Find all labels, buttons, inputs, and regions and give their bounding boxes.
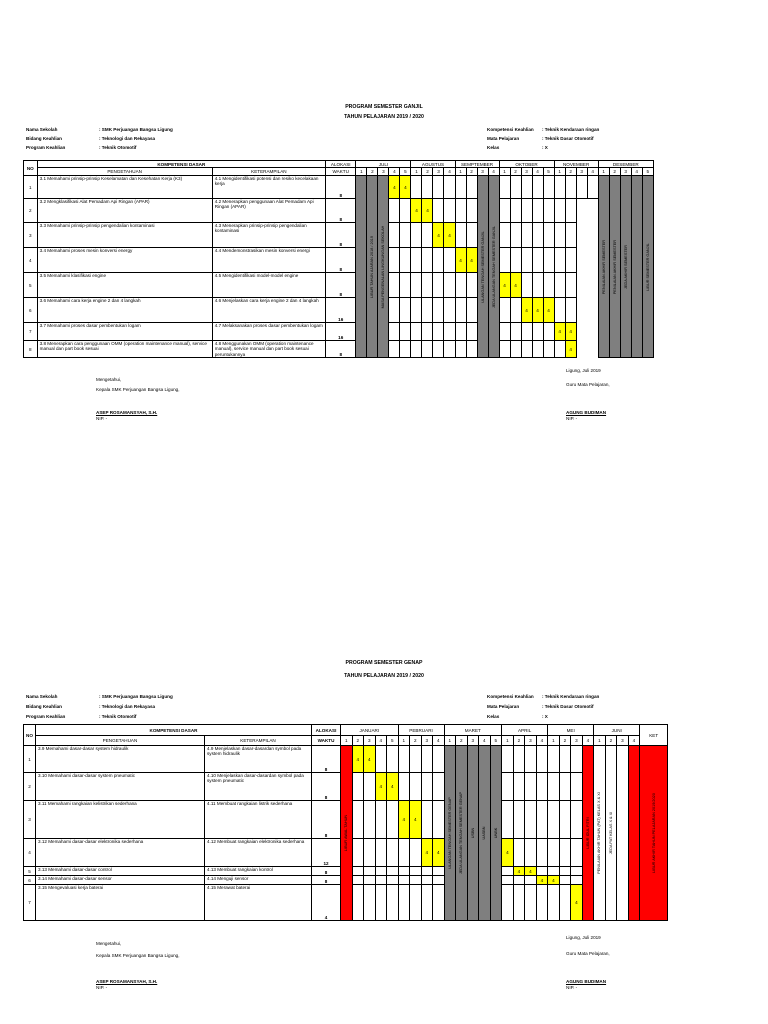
info-value: : Teknologi dan Rekayasa — [99, 136, 156, 141]
month-maret: MARET — [444, 725, 502, 736]
table-row — [24, 199, 654, 223]
info-label: Bidang Keahlian — [26, 136, 62, 141]
week-mark: 4 — [389, 176, 400, 199]
col-waktu: WAKTU — [312, 736, 341, 746]
ganjil-year: TAHUN PELAJARAN 2019 / 2020 — [344, 114, 424, 120]
kd-pengetahuan: 3.14 Memahami dasar-dasar sensor — [36, 876, 205, 885]
info-value: : SMK Perjuangan Bangsa Ligung — [99, 694, 173, 699]
row-no: 2 — [24, 199, 38, 223]
month-november: NOVEMBER — [554, 161, 598, 168]
table-row — [24, 323, 654, 341]
col-pengetahuan: PENGETAHUAN — [36, 736, 205, 746]
col-no: NO — [24, 161, 38, 176]
col-waktu: WAKTU — [326, 168, 356, 176]
alokasi-waktu: 8 — [312, 876, 341, 885]
kd-pengetahuan: 3.11 Memahami rangkaian kelistrikan sederhana — [36, 801, 205, 839]
mengetahui-label: Mengetahui, — [96, 377, 122, 382]
genap-signer-left — [96, 977, 157, 993]
table-row — [24, 746, 668, 773]
week-cell-vertical — [617, 746, 629, 921]
table-row — [24, 341, 654, 358]
week-mark: 4 — [364, 746, 376, 773]
alokasi-waktu: 8 — [312, 773, 341, 801]
signer-nip: NIP. - — [96, 985, 108, 990]
kd-keterampilan: 4.13 Membuat rangkaian kontrol — [205, 867, 312, 876]
week-cell-vertical: JEDA ULANGAN TENGAH SEMESTER GANJIL — [488, 176, 499, 358]
info-value: : X — [542, 145, 548, 150]
month-agustus: AGUSTUS — [411, 161, 455, 168]
row-no: 7 — [24, 323, 38, 341]
row-no: 7 — [24, 885, 36, 921]
info-value: : Teknik Otomotif — [99, 714, 137, 719]
kd-keterampilan: 4.9 Menjelaskan dasar-dasardan symbol pada system hidraulik — [205, 746, 312, 773]
week-mark: 4 — [521, 298, 532, 323]
kd-pengetahuan: 3.6 Memahami cara kerja engine 2 dan 4 langkah — [37, 298, 212, 323]
kd-pengetahuan: 3.12 Memahami dasar-dasar elektronika sederhana — [36, 839, 205, 867]
week-mark: 4 — [466, 248, 477, 273]
alokasi-waktu: 8 — [326, 248, 356, 273]
mengetahui-label: Mengetahui, — [96, 941, 122, 946]
kd-keterampilan: 4.2 Menerapkan penggunaan Alat Pemadam Api Ringan (APAR) — [212, 199, 325, 223]
week-mark: 4 — [571, 885, 583, 921]
month-mei: MEI — [548, 725, 594, 736]
alokasi-waktu: 16 — [326, 298, 356, 323]
alokasi-waktu: 12 — [312, 839, 341, 867]
week-mark: 4 — [499, 273, 510, 298]
row-no: 6 — [24, 298, 38, 323]
month-desember: DESEMBER — [598, 161, 653, 168]
info-value: : Teknik Kendaraan ringan — [542, 127, 600, 132]
kd-keterampilan: 4.7 Melaksanakan proses dasar pembentukan logam — [212, 323, 325, 341]
week-mark: 4 — [410, 801, 422, 839]
signer-name: AGUNG BUDIMAN — [566, 410, 607, 415]
week-cell-vertical: JEDA AKHIR SEMESTER — [620, 176, 631, 358]
info-label: Mata Pelajaran — [487, 136, 520, 141]
info-label: Kelas — [487, 145, 500, 150]
week-mark: 4 — [422, 199, 433, 223]
col-alokasi: ALOKASI — [326, 161, 356, 168]
ganjil-sign-left — [96, 375, 180, 395]
genap-guru-label: Guru Mata Pelajaran, — [566, 951, 610, 956]
info-label: Kelas — [487, 714, 500, 719]
week-cell-vertical: MASA PENGENALAN LINGKUNGAN SEKOLAH — [378, 176, 389, 358]
kd-pengetahuan: 3.15 Mengevaluasi kerja baterai — [36, 885, 205, 921]
col-no: NO — [24, 725, 36, 746]
col-keterampilan: KETERAMPILAN — [205, 736, 312, 746]
week-cell-vertical: USBN — [467, 746, 479, 921]
info-label: Program Keahlian — [26, 145, 66, 150]
table-row — [24, 273, 654, 298]
week-mark: 4 — [444, 223, 455, 248]
week-mark: 4 — [525, 867, 537, 876]
alokasi-waktu: 8 — [312, 867, 341, 876]
week-mark: 4 — [398, 801, 410, 839]
month-juni: JUNI — [594, 725, 640, 736]
row-no: 3 — [24, 223, 38, 248]
kd-pengetahuan: 3.8 Menerapkan cara penggunaan OMM (operation maintenance manual), service manual dan part book sesuai — [37, 341, 212, 358]
week-mark: 4 — [421, 839, 433, 867]
genap-info-left — [26, 692, 173, 722]
kd-pengetahuan: 3.5 Memahami klasifikasi engine — [37, 273, 212, 298]
kd-pengetahuan: 3.1 Memahami prinsip-prinsip Keselamatan dan Kesehatan Kerja (K3) — [37, 176, 212, 199]
table-row — [24, 223, 654, 248]
week-cell-vertical: UASBN — [479, 746, 491, 921]
ganjil-info-right — [487, 125, 599, 152]
week-cell-vertical — [356, 176, 367, 358]
week-cell-vertical: PENILAIAN AKHIR SEMESTER — [609, 176, 620, 358]
info-label: Kompetensi Keahlian — [487, 694, 534, 699]
kepala-label: Kepala SMK Perjuangan Bangsa Ligung, — [96, 953, 180, 958]
kd-keterampilan: 4.3 Menerapkan prinsip-prinsip pengendalian kontaminasi — [212, 223, 325, 248]
genap-title: PROGRAM SEMESTER GENAP — [345, 660, 423, 666]
week-mark: 4 — [352, 746, 364, 773]
week-mark: 4 — [565, 341, 576, 358]
week-mark: 4 — [554, 323, 565, 341]
row-no: 1 — [24, 746, 36, 773]
info-value: : Teknologi dan Rekayasa — [99, 704, 156, 709]
col-pengetahuan: PENGETAHUAN — [37, 168, 212, 176]
week-cell-vertical: LIBUR SEMESTER GANJIL — [642, 176, 653, 358]
week-cell-vertical: LIBUR TAHUN AJARAN 2018 / 2019 — [367, 176, 378, 358]
signer-nip: NIP. - — [566, 985, 578, 990]
signer-nip: NIP. - — [566, 416, 578, 421]
ket-cell: LIBUR AKHIR TAHUN PELAJARAN 2019/2020 — [640, 746, 668, 921]
row-no: 4 — [24, 839, 36, 867]
week-mark: 4 — [510, 273, 521, 298]
kd-keterampilan: 4.14 Menguji sensor — [205, 876, 312, 885]
week-cell-vertical — [631, 176, 642, 358]
month-april: APRIL — [502, 725, 548, 736]
ganjil-place-date: Ligung, Juli 2019 — [566, 368, 601, 373]
kd-keterampilan: 4.6 Menjelaskan cara kerja engine 2 dan 4 langkah — [212, 298, 325, 323]
ganjil-title: PROGRAM SEMESTER GANJIL — [345, 104, 423, 110]
kd-keterampilan: 4.4 Mendemonstrasikan mesin konversi energi — [212, 248, 325, 273]
table-row — [24, 248, 654, 273]
alokasi-waktu: 8 — [312, 801, 341, 839]
row-no: 1 — [24, 176, 38, 199]
alokasi-waktu: 4 — [312, 885, 341, 921]
info-value: : Teknik Dasar Otomotif — [542, 704, 594, 709]
kd-pengetahuan: 3.13 Memahami dasar-dasar control — [36, 867, 205, 876]
week-cell-vertical: ULANGAN TENGAH SEMESTER GENAP — [444, 746, 456, 921]
row-no: 2 — [24, 773, 36, 801]
table-row — [24, 176, 654, 199]
week-mark: 4 — [565, 323, 576, 341]
alokasi-waktu: 8 — [312, 746, 341, 773]
col-keterampilan: KETERAMPILAN — [212, 168, 325, 176]
week-cell-vertical: PENILAIAN AKHIR TAHUN (PAT) KELAS X & XI — [594, 746, 606, 921]
signer-name: ASEP ROSAMANSYAH, S.H. — [96, 410, 158, 415]
row-no: 4 — [24, 248, 38, 273]
week-mark: 4 — [455, 248, 466, 273]
kd-pengetahuan: 3.9 Memahami dasar-dasar system hidraulik — [36, 746, 205, 773]
month-pebruari: PEBRUARI — [398, 725, 444, 736]
kd-pengetahuan: 3.3 Memahami prinsip-prinsip pengendalian kontaminasi — [37, 223, 212, 248]
signer-name: AGUNG BUDIMAN — [566, 979, 607, 984]
kd-keterampilan: 4.8 Menggunakan OMM (operation maintenance manual), service manual dan part book sesuai peruntukannya — [212, 341, 325, 358]
kd-pengetahuan: 3.10 Memahami dasar-dasar system pneumatic — [36, 773, 205, 801]
week-cell-vertical: ULANGAN TENGAH SEMESTER GANJIL — [477, 176, 488, 358]
info-label: Nama Sekolah — [26, 127, 58, 132]
kd-pengetahuan: 3.2 Mengklasifikasi Alat Pemadam Api Ringan (APAR) — [37, 199, 212, 223]
alokasi-waktu: 16 — [326, 323, 356, 341]
signer-nip: NIP. - — [96, 416, 108, 421]
alokasi-waktu: 8 — [326, 199, 356, 223]
row-no: 3 — [24, 801, 36, 839]
info-label: Bidang Keahlian — [26, 704, 62, 709]
ganjil-signer-right — [566, 408, 606, 424]
kd-keterampilan: 4.11 Membuat rangkaian listrik sederhana — [205, 801, 312, 839]
week-mark: 4 — [375, 773, 387, 801]
week-mark: 4 — [532, 298, 543, 323]
week-cell-vertical — [628, 746, 640, 921]
info-value: : Teknik Otomotif — [99, 145, 137, 150]
kd-keterampilan: 4.10 Menjelaskan dasar-dasardan symbol pada system pneumatic — [205, 773, 312, 801]
row-no: 5 — [24, 273, 38, 298]
kd-pengetahuan: 3.4 Memahami proses mesin konversi energy — [37, 248, 212, 273]
week-mark: 4 — [543, 298, 554, 323]
alokasi-waktu: 8 — [326, 341, 356, 358]
table-row — [24, 298, 654, 323]
week-mark: 4 — [400, 176, 411, 199]
kd-keterampilan: 4.1 Mengidentifikasi potensi dan resiko kecelakaan kerja — [212, 176, 325, 199]
genap-place-date: Ligung, Juli 2019 — [566, 935, 601, 940]
week-mark: 4 — [513, 867, 525, 876]
month-september: SEMPTEMBER — [455, 161, 499, 168]
week-mark: 4 — [433, 223, 444, 248]
info-value: : Teknik Dasar Otomotif — [542, 136, 594, 141]
kd-pengetahuan: 3.7 Memahami proses dasar pembentukan logam — [37, 323, 212, 341]
alokasi-waktu: 8 — [326, 273, 356, 298]
ganjil-signer-left — [96, 408, 157, 424]
info-value: : Teknik Kendaraan ringan — [542, 694, 600, 699]
row-no: 5 — [24, 867, 36, 876]
alokasi-waktu: 8 — [326, 176, 356, 199]
genap-info-right — [487, 692, 599, 722]
col-alokasi: ALOKASI — [312, 725, 341, 736]
month-januari: JANUARI — [341, 725, 399, 736]
week-cell-vertical: UNBK — [490, 746, 502, 921]
genap-year: TAHUN PELAJARAN 2019 / 2020 — [344, 673, 424, 679]
info-label: Program Keahlian — [26, 714, 66, 719]
week-cell-vertical: LIBUR IDUL FITRI — [582, 746, 594, 921]
ganjil-guru-label: Guru Mata Pelajaran, — [566, 382, 610, 387]
row-no: 8 — [24, 341, 38, 358]
genap-sign-left — [96, 939, 180, 961]
info-label: Mata Pelajaran — [487, 704, 520, 709]
ganjil-schedule-table: NO KOMPETENSI DASAR ALOKASI JULI AGUSTUS SEMPTEMBER OKTOBER NOVEMBER DESEMBER PENGETAHUAN KETERAMPILAN WAKTU 1 2 3 4 5 1 2 3 4 1 2 3 4 1 2 3 4 5 1 2 3 4 1 2 3 4 5 1 3.1 Memahami prinsip-prinsip Keselamatan dan Kesehatan Kerja (K3) 4.1 Mengidentifikasi potensi dan resiko kecelakaan kerja 8 LIBUR TAHUN AJARAN 2018 / 2019 MASA PENGENALAN LINGKUNGAN SEKOLAH 4 4 ULANGAN TENGAH SEMESTER GANJIL JEDA ULANGAN TENGAH SEMESTER GANJIL PENILAIAN AKHIR SEMESTER PENILAIAN AKHIR SEMESTER JEDA AKHIR SEMESTER LIBUR SEMESTER GANJIL 2 3.2 Mengklasifikasi Alat Pemadam Api Ringan (APAR) 4.2 Menerapkan penggunaan Alat Pemadam Api Ringan (APAR) 8 4 4 3 3.3 Memahami prinsip-prinsip pengendalian kontaminasi 4.3 Menerapkan prinsip-prinsip pengendalian kontaminasi 8 4 4 4 3.4 Memahami proses mesin konversi energy 4.4 Mendemonstrasikan mesin konversi energi 8 4 4 5 3.5 Memahami klasifikasi engine 4.5 Mengidentifikasi model-model engine 8 4 4 6 3.6 Memahami cara kerja engine 2 dan 4 langkah 4.6 Menjelaskan cara kerja engine 2 dan 4 langkah 16 4 4 4 7 3.7 Memahami proses dasar pembentukan logam 4.7 Melaksanakan proses dasar pembentukan logam 16 4 4 8 3.8 Menerapkan cara penggunaan OMM (operation maintenance manual), service manual dan part book sesuai 4.8 Menggunakan OMM (operation maintenance manual), service manual dan part book sesuai peruntukannya 8 4 — [23, 160, 654, 358]
info-value: : X — [542, 714, 548, 719]
week-mark: 4 — [411, 199, 422, 223]
genap-signer-right — [566, 977, 606, 993]
week-mark: 4 — [502, 839, 514, 867]
week-cell-vertical: LIBUR AWAL TAHUN — [341, 746, 353, 921]
kd-keterampilan: 4.15 Merawat baterai — [205, 885, 312, 921]
week-cell-vertical: JEDA ULANGAN TENGAH SEMESTER GENAP — [456, 746, 468, 921]
week-mark: 4 — [387, 773, 399, 801]
info-label: Kompetensi Keahlian — [487, 127, 534, 132]
kepala-label: Kepala SMK Perjuangan Bangsa Ligung, — [96, 387, 180, 392]
info-label: Nama Sekolah — [26, 694, 58, 699]
row-no: 6 — [24, 876, 36, 885]
week-cell-vertical: JEDA PAT KELAS X & XI — [605, 746, 617, 921]
signer-name: ASEP ROSAMANSYAH, S.H. — [96, 979, 158, 984]
genap-schedule-table: NO KOMPETENSI DASAR ALOKASI JANUARI PEBRUARI MARET APRIL MEI JUNI KET PENGETAHUAN KETERAMPILAN WAKTU 1 2 3 4 5 1 2 3 4 1 2 3 4 5 1 2 3 4 1 2 3 4 1 2 3 4 1 3.9 Memahami dasar-dasar system hidraulik 4.9 Menjelaskan dasar-dasardan symbol pada system hidraulik 8 LIBUR AWAL TAHUN 4 4 ULANGAN TENGAH SEMESTER GENAP JEDA ULANGAN TENGAH SEMESTER GENAP USBN UASBN UNBK LIBUR IDUL FITRI PENILAIAN AKHIR TAHUN (PAT) KELAS X & XI JEDA PAT KELAS X & XI LIBUR AKHIR TAHUN PELAJARAN 2019/2020 2 3.10 Memahami dasar-dasar system pneumatic 4.10 Menjelaskan dasar-dasardan symbol pada system pneumatic 8 4 4 3 3.11 Memahami rangkaian kelistrikan sederhana 4.11 Membuat rangkaian listrik sederhana 8 4 4 4 3.12 Memahami dasar-dasar elektronika sederhana 4.12 Membuat rangkaian elektronika sederhana 12 4 4 4 5 3.13 Memahami dasar-dasar control 4.13 Membuat rangkaian kontrol 8 4 4 6 3.14 Memahami dasar-dasar sensor 4.14 Menguji sensor 8 4 4 7 3.15 Mengevaluasi kerja baterai 4.15 Merawat baterai 4 4 — [23, 724, 668, 921]
month-oktober: OKTOBER — [499, 161, 554, 168]
month-juli: JULI — [356, 161, 411, 168]
info-value: : SMK Perjuangan Bangsa Ligung — [99, 127, 173, 132]
alokasi-waktu: 8 — [326, 223, 356, 248]
week-mark: 4 — [536, 876, 548, 885]
ganjil-info-left — [26, 125, 173, 152]
kd-keterampilan: 4.12 Membuat rangkaian elektronika sederhana — [205, 839, 312, 867]
week-cell-vertical: PENILAIAN AKHIR SEMESTER — [598, 176, 609, 358]
col-ket: KET — [640, 725, 668, 746]
kd-keterampilan: 4.5 Mengidentifikasi model-model engine — [212, 273, 325, 298]
week-mark: 4 — [433, 839, 445, 867]
col-kompetensi: KOMPETENSI DASAR — [37, 161, 325, 168]
week-mark: 4 — [548, 876, 560, 885]
col-kompetensi: KOMPETENSI DASAR — [36, 725, 312, 736]
